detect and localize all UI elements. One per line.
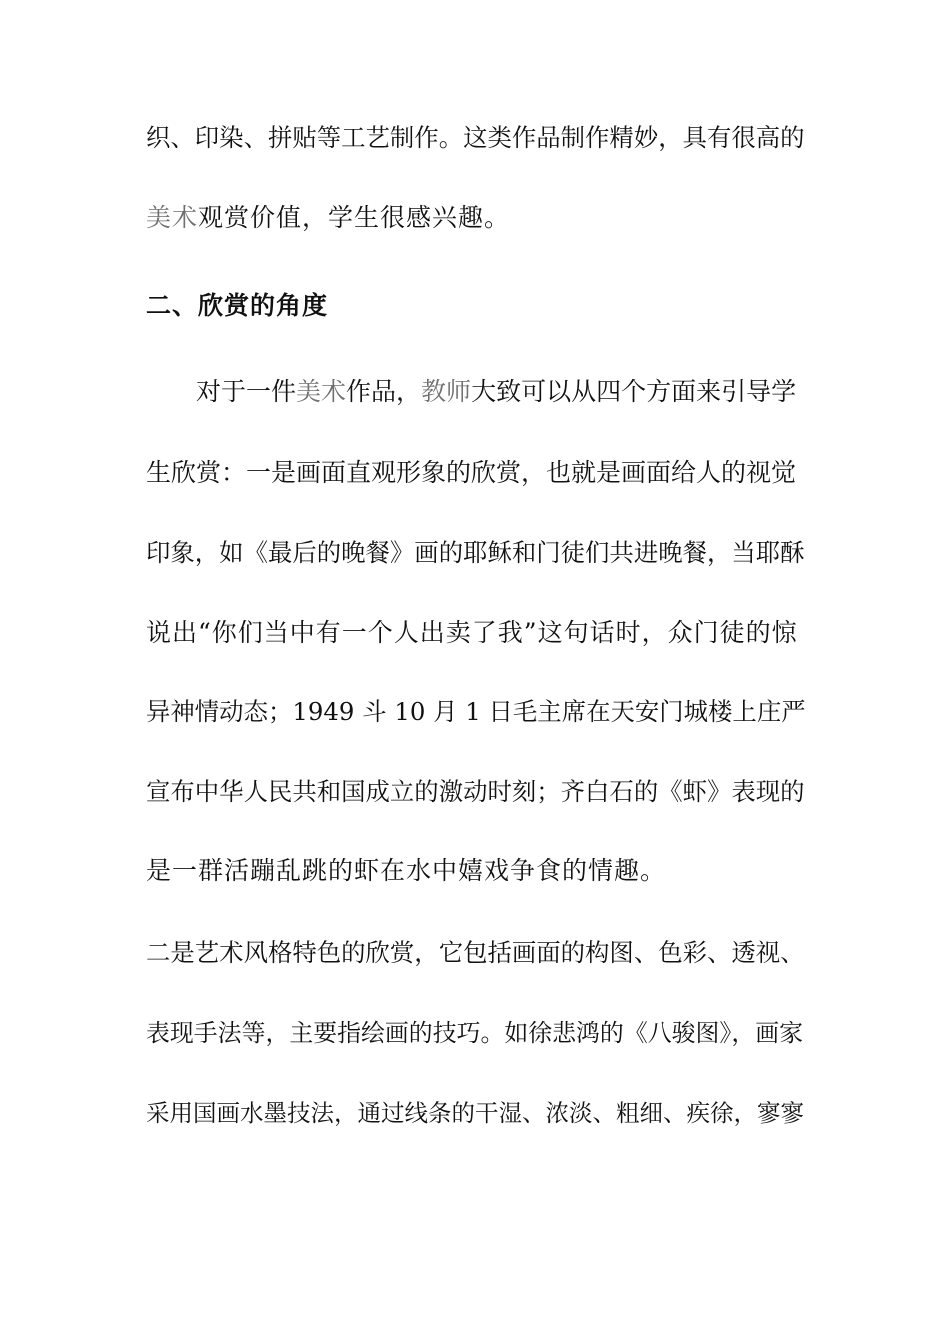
text-line-2 (146, 198, 806, 238)
text-line-9 (146, 851, 806, 891)
text-segment: 宣布中华人民共和国成立的激动时刻；齐白石的《虾》表现的 (146, 777, 805, 806)
text-segment: 二是艺术风格特色的欣赏，它包括画面的构图、色彩、透视、 (146, 938, 805, 967)
text-segment: 观赏价值，学生很感兴趣。 (198, 203, 511, 232)
text-line-12 (146, 1093, 806, 1133)
text-line-7 (146, 692, 806, 732)
text-segment: 印象，如《最后的晚餐》画的耶稣和门徒们共进晚餐，当耶酥 (146, 538, 805, 567)
text-line-5 (146, 533, 806, 573)
keyword-link[interactable]: 美术 (146, 203, 199, 232)
text-segment: 对于一件 (196, 377, 297, 406)
text-segment: 织、印染、拼贴等工艺制作。这类作品制作精妙，具有很高的 (146, 123, 805, 152)
keyword-link[interactable]: 教师 (421, 377, 472, 406)
text-segment: 表现手法等，主要指绘画的技巧。如徐悲鸿的《八骏图》，画家 (146, 1019, 803, 1047)
text-line-4 (146, 453, 806, 493)
text-segment: 说出“你们当中有一个人出卖了我”这句话时，众门徒的惊 (146, 618, 798, 647)
text-line-3 (196, 372, 806, 412)
text-segment: 是一群活蹦乱跳的虾在水中嬉戏争食的情趣。 (146, 856, 667, 885)
text-segment: 异神情动态；1949 斗 10 月 1 日毛主席在天安门城楼上庄严 (146, 697, 806, 726)
text-line-10 (146, 933, 806, 973)
text-line-8 (146, 772, 806, 812)
heading-text: 二、欣赏的角度 (146, 291, 329, 320)
text-segment: 大致可以从四个方面来引导学 (471, 377, 797, 406)
text-segment: 采用国画水墨技法，通过线条的干湿、浓淡、粗细、疾徐，寥寥 (146, 1099, 804, 1127)
text-line-1 (146, 118, 806, 158)
text-segment: 生欣赏：一是画面直观形象的欣赏，也就是画面给人的视觉 (146, 458, 797, 487)
keyword-link[interactable]: 美术 (296, 377, 347, 406)
section-heading (146, 286, 806, 326)
text-line-11 (146, 1013, 806, 1053)
text-segment: 作品， (346, 377, 422, 406)
text-line-6 (146, 613, 806, 653)
